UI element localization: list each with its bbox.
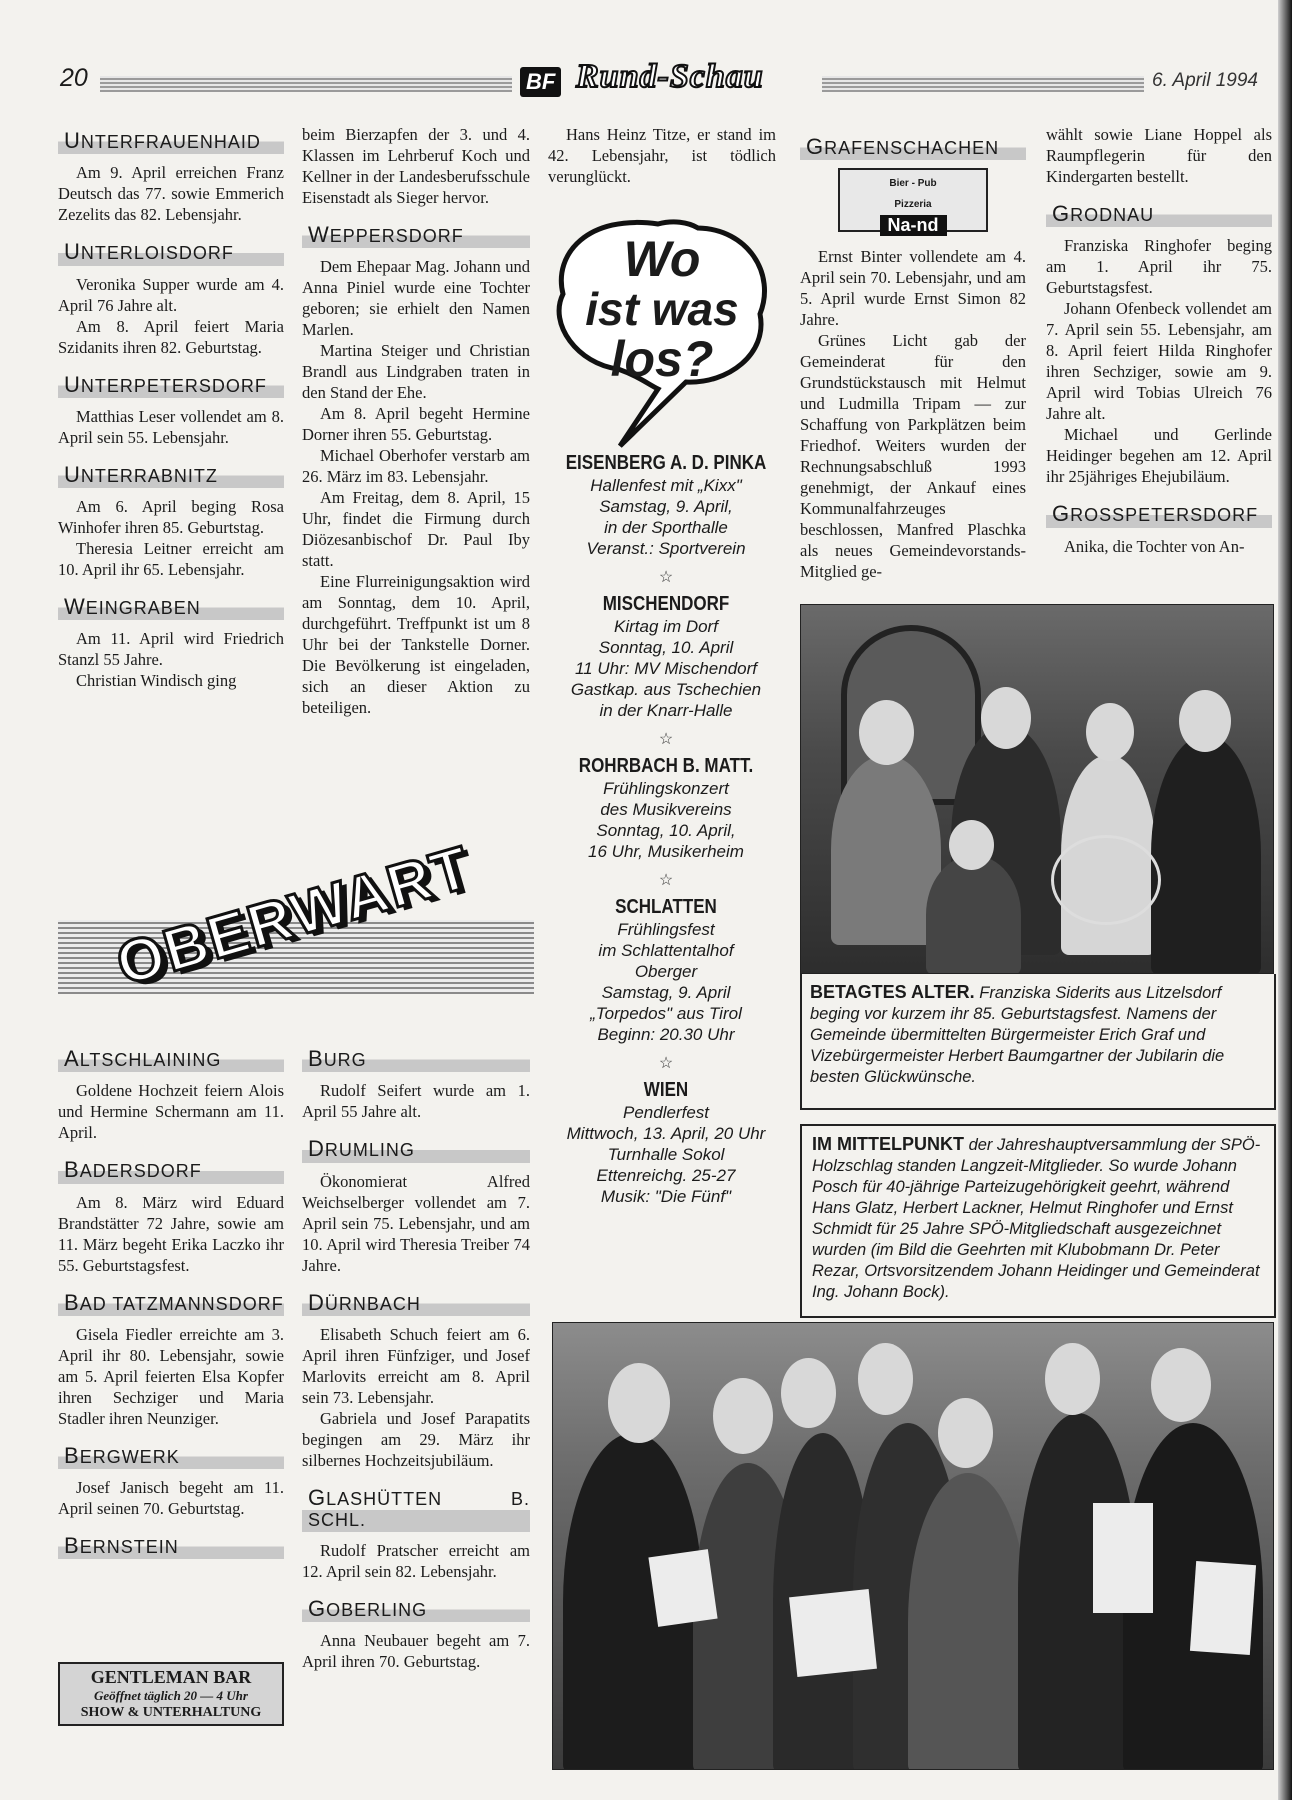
event-detail: Beginn: 20.30 Uhr xyxy=(597,1025,735,1044)
titze-notice: Hans Heinz Titze, er stand im 42. Lebensjahr, ist tödlich verunglückt. xyxy=(548,125,776,186)
heading-bergwerk: BERGWERK xyxy=(58,1441,284,1469)
event-detail: Samstag, 9. April, xyxy=(599,497,733,516)
heading-altschlaining: ALTSCHLAINING xyxy=(58,1044,284,1072)
paragraph: Ökonomierat Alfred Weichselberger vollendet am 7. April sein 75. Lebensjahr, und am 10. April wird Theresia Treiber 74 Jahre. xyxy=(302,1171,530,1275)
paragraph: Am 8. März wird Eduard Brandstätter 72 Jahre, sowie am 11. März begeht Erika Laczko ihr 55. Geburtstagsfest. xyxy=(58,1192,284,1275)
grafenschachen-p2: Grünes Licht gab der Gemeinderat für den Grundstückstausch mit Helmut und Ludmilla Tripam — zur Schaffung von Parkplätzen beim Friedhof. Weiters wurden der Rechnungsabschluß 1993 genehmigt, der Ankauf eines Kommunalfahrzeuges beschlossen, Manfred Plaschka als neues Gemeindevorstands-Mitglied ge- xyxy=(800,331,1026,582)
header-rule-right xyxy=(822,76,1144,92)
paragraph: Am Freitag, dem 8. April, 15 Uhr, findet die Firmung durch Diözesanbischof Dr. Paul Iby statt. xyxy=(302,488,530,571)
caption1-lead: BETAGTES ALTER. xyxy=(810,982,975,1002)
paragraph: Elisabeth Schuch feiert am 6. April ihren Fünfziger, und Josef Marlovits erreicht am 8. April sein 73. Lebensjahr. xyxy=(302,1324,530,1407)
heading-unterpetersdorf: UNTERPETERSDORF xyxy=(58,370,284,398)
column-3-intro xyxy=(548,124,776,187)
event-detail: Frühlingskonzert xyxy=(603,779,729,798)
page-edge-shadow xyxy=(1278,0,1292,1800)
event-detail: Veranst.: Sportverein xyxy=(586,539,746,558)
paragraph: Anna Neubauer begeht am 7. April ihren 70. Geburtstag. xyxy=(302,1631,530,1672)
oberwart-title: OBERWART xyxy=(109,833,479,999)
event-detail: Musik: "Die Fünf" xyxy=(600,1187,732,1206)
events-list xyxy=(548,452,784,1207)
grafenschachen-p1: Ernst Binter vollendete am 4. April sein 70. Lebensjahr, und am 5. April wurde Ernst Simon 82 Jahre. xyxy=(800,247,1026,330)
paragraph: Anika, die Tochter von An- xyxy=(1064,536,1245,556)
event-detail: Hallenfest mit „Kixx" xyxy=(590,476,742,495)
paragraph: Veronika Supper wurde am 4. April 76 Jahre alt. xyxy=(58,274,284,315)
paragraph: Goldene Hochzeit feiern Alois und Hermine Schermann am 11. April. xyxy=(58,1081,284,1143)
header-rule-left xyxy=(100,76,512,92)
column-5 xyxy=(1046,124,1272,557)
caption2-lead: IM MITTELPUNKT xyxy=(812,1134,964,1154)
event-place: ROHRBACH B. MATT. xyxy=(578,755,754,777)
heading-glashütten-b-schl: GLASHÜTTEN B. SCHL. xyxy=(302,1483,530,1532)
paragraph: Dem Ehepaar Mag. Johann und Anna Piniel wurde eine Tochter geboren; sie erhielt den Namen Marlen. xyxy=(302,257,530,340)
gentleman-hours: Geöffnet täglich 20 — 4 Uhr xyxy=(94,1688,248,1703)
heading-dürnbach: DÜRNBACH xyxy=(302,1288,530,1316)
paragraph: Josef Janisch begeht am 11. April seinen 70. Geburtstag. xyxy=(58,1478,284,1519)
event-detail: in der Sporthalle xyxy=(604,518,728,537)
paragraph: Am 11. April wird Friedrich Stanzl 55 Jahre. xyxy=(58,629,284,670)
paragraph: Theresia Leitner erreicht am 10. April ihr 65. Lebensjahr. xyxy=(58,539,284,580)
event-detail: Frühlingsfest xyxy=(617,920,715,939)
paragraph: wählt sowie Liane Hoppel als Raumpflegerin für den Kindergarten bestellt. xyxy=(1046,125,1272,186)
gentleman-bar-ad xyxy=(58,1662,284,1726)
caption-mittelpunkt xyxy=(812,1134,1266,1303)
paragraph: Rudolf Pratscher erreicht am 12. April sein 82. Lebensjahr. xyxy=(302,1540,530,1581)
event-detail: Ettenreichg. 25-27 xyxy=(596,1166,736,1185)
star-separator-icon: ☆ xyxy=(658,731,674,748)
star-separator-icon: ☆ xyxy=(658,872,674,889)
bubble-los: los? xyxy=(610,331,714,387)
event-detail: Pendlerfest xyxy=(623,1103,709,1122)
caption1-frame xyxy=(800,974,1276,1110)
paragraph: Michael Oberhofer verstarb am 26. März im 83. Lebensjahr. xyxy=(302,446,530,487)
event-detail: im Schlattentalhof xyxy=(598,941,734,960)
heading-bad-tatzmannsdorf: BAD TATZMANNSDORF xyxy=(58,1288,284,1316)
paragraph: Franziska Ringhofer beging am 1. April ihr 75. Geburtstagsfest. xyxy=(1046,236,1272,298)
column-1-top xyxy=(58,126,284,691)
event-detail: Gastkap. aus Tschechien xyxy=(570,680,762,699)
event-detail: in der Knarr-Halle xyxy=(599,701,733,720)
paragraph: Am 8. April begeht Hermine Dorner ihren 55. Geburtstag. xyxy=(302,404,530,445)
paragraph: Johann Ofenbeck vollendet am 7. April sein 55. Lebensjahr, am 8. April feiert Hilda Ringhofer ihren Sechziger, sowie am 9. April wird Tobias Ulreich 76 Jahre alt. xyxy=(1046,299,1272,424)
heading-bernstein: BERNSTEIN xyxy=(58,1531,284,1559)
event-detail: Oberger xyxy=(634,962,698,981)
header-date: 6. April 1994 xyxy=(1152,70,1258,91)
paragraph: Gabriela und Josef Parapatits begingen am 29. März ihr silbernes Hochzeitsjubiläum. xyxy=(302,1408,530,1470)
star-separator-icon: ☆ xyxy=(658,1055,674,1072)
heading-unterfrauenhaid: UNTERFRAUENHAID xyxy=(58,126,284,154)
photo-jubilee xyxy=(800,604,1274,974)
heading-unterloisdorf: UNTERLOISDORF xyxy=(58,237,284,265)
heading-burg: BURG xyxy=(302,1044,530,1072)
photo-spoe-members xyxy=(552,1322,1274,1770)
event-detail: Turnhalle Sokol xyxy=(607,1145,725,1164)
oberwart-banner xyxy=(58,833,534,1040)
star-separator-icon: ☆ xyxy=(658,569,674,586)
heading-weingraben: WEINGRABEN xyxy=(58,592,284,620)
ad-name: Na-nd xyxy=(880,215,947,236)
page-number: 20 xyxy=(60,64,88,92)
event-detail: Mittwoch, 13. April, 20 Uhr xyxy=(566,1124,766,1143)
paragraph: Am 8. April feiert Maria Szidanits ihren 82. Geburtstag. xyxy=(58,316,284,357)
paragraph: beim Bierzapfen der 3. und 4. Klassen im Lehrberuf Koch und Kellner in der Landesberufsschule Eisenstadt als Sieger hervor. xyxy=(302,125,530,207)
heading-grosspetersdorf: GROSSPETERSDORF xyxy=(1046,499,1272,527)
column-4 xyxy=(800,124,1026,582)
gentleman-title: GENTLEMAN BAR xyxy=(90,1667,252,1687)
column-2-top xyxy=(302,124,530,718)
bubble-wo: Wo xyxy=(623,231,701,287)
paragraph: Am 6. April beging Rosa Winhofer ihren 85. Geburtstag. xyxy=(58,497,284,538)
paragraph: Matthias Leser vollendet am 8. April sein 55. Lebensjahr. xyxy=(58,406,284,447)
event-detail: Sonntag, 10. April xyxy=(598,638,734,657)
event-detail: 16 Uhr, Musikerheim xyxy=(588,842,744,861)
ad-bierpub: Bier - Pub xyxy=(889,178,937,190)
heading-drumling: DRUMLING xyxy=(302,1134,530,1162)
paragraph: Eine Flurreinigungsaktion wird am Sonntag, dem 10. April, durchgeführt. Treffpunkt ist um 8 Uhr bei der Tankstelle Dorner. Die Bevölkerung ist eingeladen, sich an dieser Aktion zu beteiligen. xyxy=(302,572,530,718)
paragraph: Gisela Fiedler erreichte am 3. April ihr 80. Lebensjahr, sowie am 5. April feierten Elsa Kopfer ihren Sechziger und Maria Stadler ihren Neunziger. xyxy=(58,1324,284,1428)
gentleman-show: SHOW & UNTERHALTUNG xyxy=(80,1705,262,1720)
paragraph: Rudolf Seifert wurde am 1. April 55 Jahre alt. xyxy=(302,1081,530,1122)
paragraph: Michael und Gerlinde Heidinger begehen am 12. April ihr 25jähriges Ehejubiläum. xyxy=(1046,425,1272,487)
heading-grafenschachen: GRAFENSCHACHEN xyxy=(800,132,1026,160)
wo-ist-was-los-bubble xyxy=(548,214,776,454)
heading-goberling: GOBERLING xyxy=(302,1594,530,1622)
rundschau-logo: Rund-Schau xyxy=(576,58,764,95)
column-1-bottom xyxy=(58,1044,284,1567)
event-place: EISENBERG A. D. PINKA xyxy=(565,452,767,474)
event-place: SCHLATTEN xyxy=(615,896,717,918)
event-detail: des Musikvereins xyxy=(600,800,732,819)
event-detail: Kirtag im Dorf xyxy=(614,617,718,636)
bier-pub-ad xyxy=(838,168,988,236)
event-detail: „Torpedos" aus Tirol xyxy=(590,1004,742,1023)
paragraph: Martina Steiger und Christian Brandl aus Lindgraben traten in den Stand der Ehe. xyxy=(302,341,530,403)
paragraph: Am 9. April erreichen Franz Deutsch das 77. sowie Emmerich Zezelits das 82. Lebensjahr. xyxy=(58,163,284,225)
event-place: WIEN xyxy=(643,1079,689,1101)
caption2-text: der Jahreshauptversammlung der SPÖ-Holzschlag standen Langzeit-Mitglieder. So wurde Johann Posch für 40-jährige Parteizugehörigkeit geehrt, während Hans Glatz, Herbert Lackner, Helmut Ringhofer und Ernst Schmidt für 25 Jahre SPÖ-Mitgliedschaft ausgezeichnet wurden (im Bild die Geehrten mit Klubobmann Dr. Peter Rezar, Ortsvorsitzendem Johann Heidinger und Gemeinderat Ing. Johann Bock). xyxy=(812,1136,1261,1301)
heading-grodnau: GRODNAU xyxy=(1046,199,1272,227)
event-detail: 11 Uhr: MV Mischendorf xyxy=(574,659,758,678)
column-2-bottom xyxy=(302,1044,530,1672)
heading-badersdorf: BADERSDORF xyxy=(58,1155,284,1183)
caption1-text: Franziska Siderits aus Litzelsdorf beging vor kurzem ihr 85. Geburtstagsfest. Namens der Gemeinde übermittelten Bürgermeister Erich Graf und Vizebürgermeister Herbert Baumgartner der Jubilarin die besten Glückwünsche. xyxy=(810,984,1225,1086)
bf-logo: BF xyxy=(520,67,561,97)
heading-unterrabnitz: UNTERRABNITZ xyxy=(58,460,284,488)
bubble-ist-was: ist was xyxy=(585,283,739,335)
ad-pizzeria: Pizzeria xyxy=(894,199,932,211)
event-detail: Samstag, 9. April xyxy=(601,983,731,1002)
event-detail: Sonntag, 10. April, xyxy=(596,821,736,840)
heading-weppersdorf: WEPPERSDORF xyxy=(302,220,530,248)
event-place: MISCHENDORF xyxy=(602,593,730,615)
paragraph: Christian Windisch ging xyxy=(76,671,237,691)
